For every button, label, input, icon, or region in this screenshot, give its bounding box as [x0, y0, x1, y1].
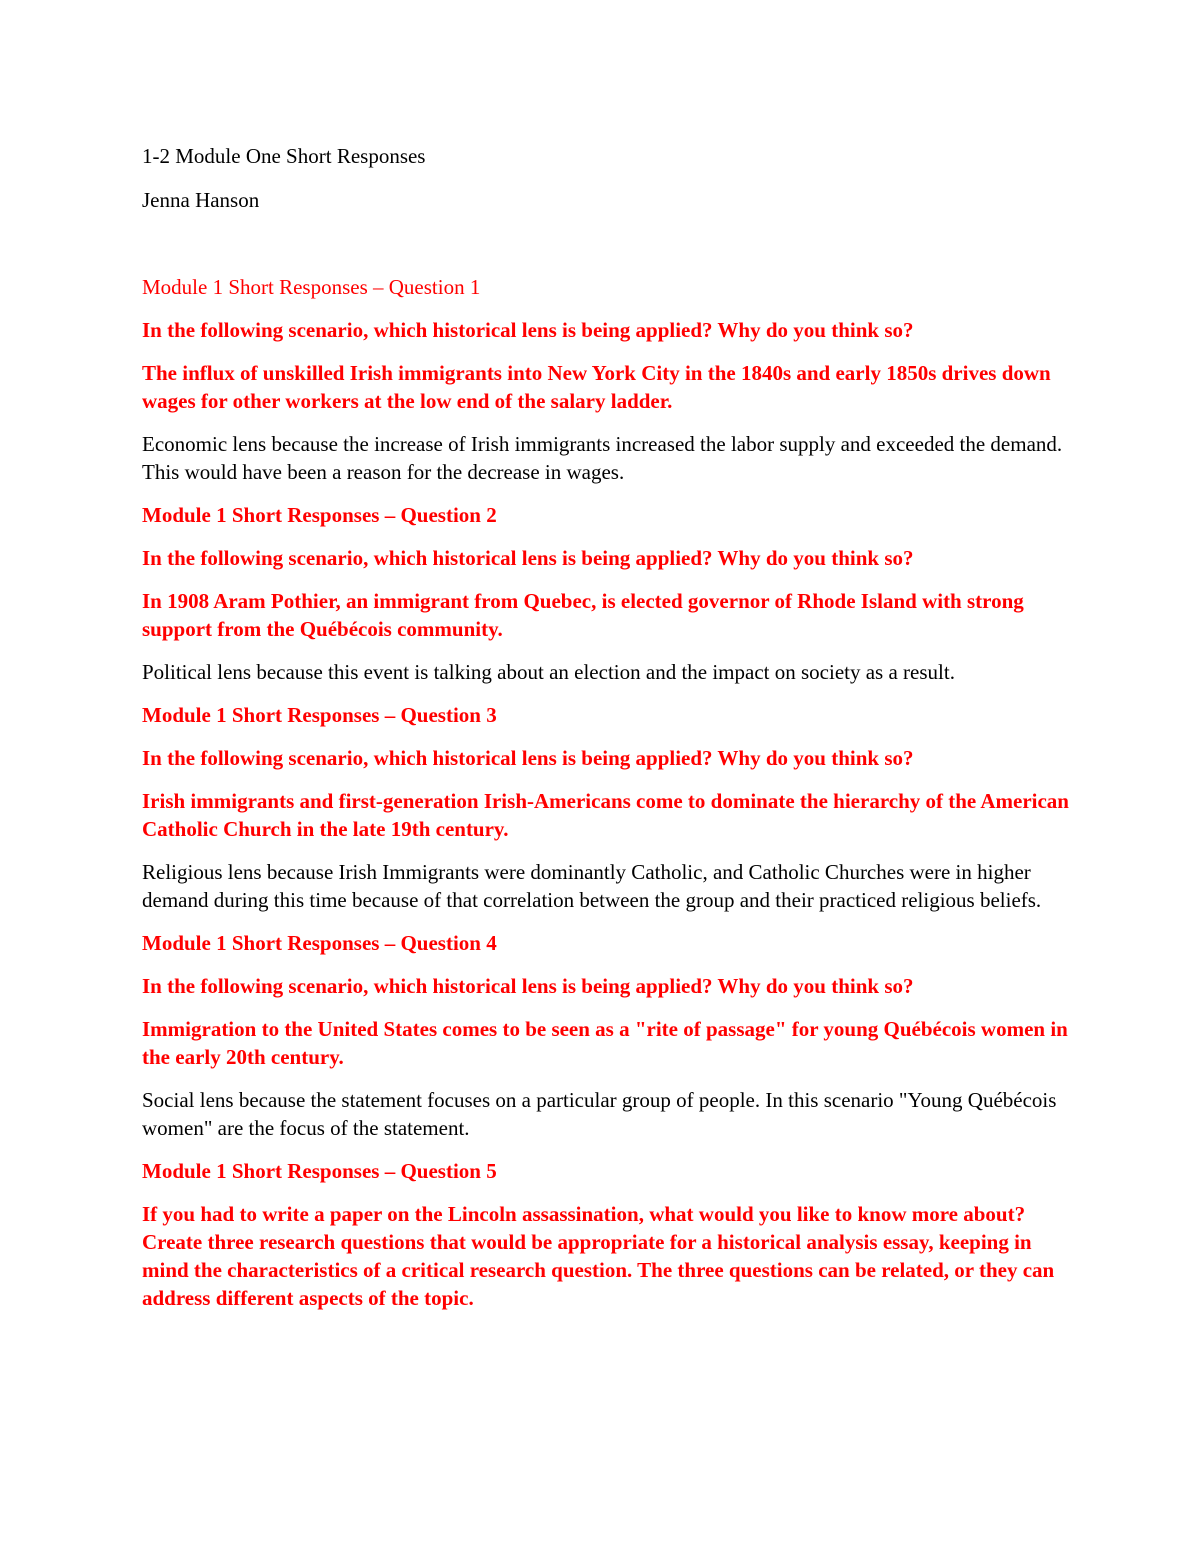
document-body — [142, 141, 1072, 1327]
question-5-prompt: If you had to write a paper on the Lincoln assassination, what would you like to know more about? Create three research questions that would be appropriate for a historical analysis essay, keeping in mind the characteristics of a critical research question. The three questions can be related, or they can address different aspects of the topic. — [142, 1202, 1055, 1310]
author-name: Jenna Hanson — [142, 188, 260, 212]
question-3-answer: Religious lens because Irish Immigrants were dominantly Catholic, and Catholic Churches were in higher demand during this time because of that correlation between the group and their practiced religious beliefs. — [142, 860, 1042, 912]
question-3-title: Module 1 Short Responses – Question 3 — [142, 703, 497, 727]
question-3-prompt: In the following scenario, which historical lens is being applied? Why do you think so? — [142, 746, 914, 770]
question-4-title: Module 1 Short Responses – Question 4 — [142, 931, 497, 955]
question-1-title: Module 1 Short Responses – Question 1 — [142, 275, 481, 299]
question-4-answer: Social lens because the statement focuses on a particular group of people. In this scenario "Young Québécois women" are the focus of the statement. — [142, 1088, 1057, 1140]
question-2-prompt: In the following scenario, which historical lens is being applied? Why do you think so? — [142, 546, 914, 570]
assignment-title: 1-2 Module One Short Responses — [142, 144, 426, 168]
question-1-prompt: In the following scenario, which historical lens is being applied? Why do you think so? — [142, 318, 914, 342]
question-2-title: Module 1 Short Responses – Question 2 — [142, 503, 497, 527]
question-1-scenario: The influx of unskilled Irish immigrants into New York City in the 1840s and early 1850s drives down wages for other workers at the low end of the salary ladder. — [142, 361, 1051, 413]
question-3-scenario: Irish immigrants and first-generation Irish-Americans come to dominate the hierarchy of the American Catholic Church in the late 19th century. — [142, 789, 1069, 841]
question-4-prompt: In the following scenario, which historical lens is being applied? Why do you think so? — [142, 974, 914, 998]
question-2-answer: Political lens because this event is talking about an election and the impact on society as a result. — [142, 660, 955, 684]
question-1-answer: Economic lens because the increase of Irish immigrants increased the labor supply and exceeded the demand. This would have been a reason for the decrease in wages. — [142, 432, 1063, 484]
question-5-title: Module 1 Short Responses – Question 5 — [142, 1159, 497, 1183]
question-4-scenario: Immigration to the United States comes to be seen as a "rite of passage" for young Québécois women in the early 20th century. — [142, 1017, 1068, 1069]
question-2-scenario: In 1908 Aram Pothier, an immigrant from Quebec, is elected governor of Rhode Island with strong support from the Québécois community. — [142, 589, 1024, 641]
